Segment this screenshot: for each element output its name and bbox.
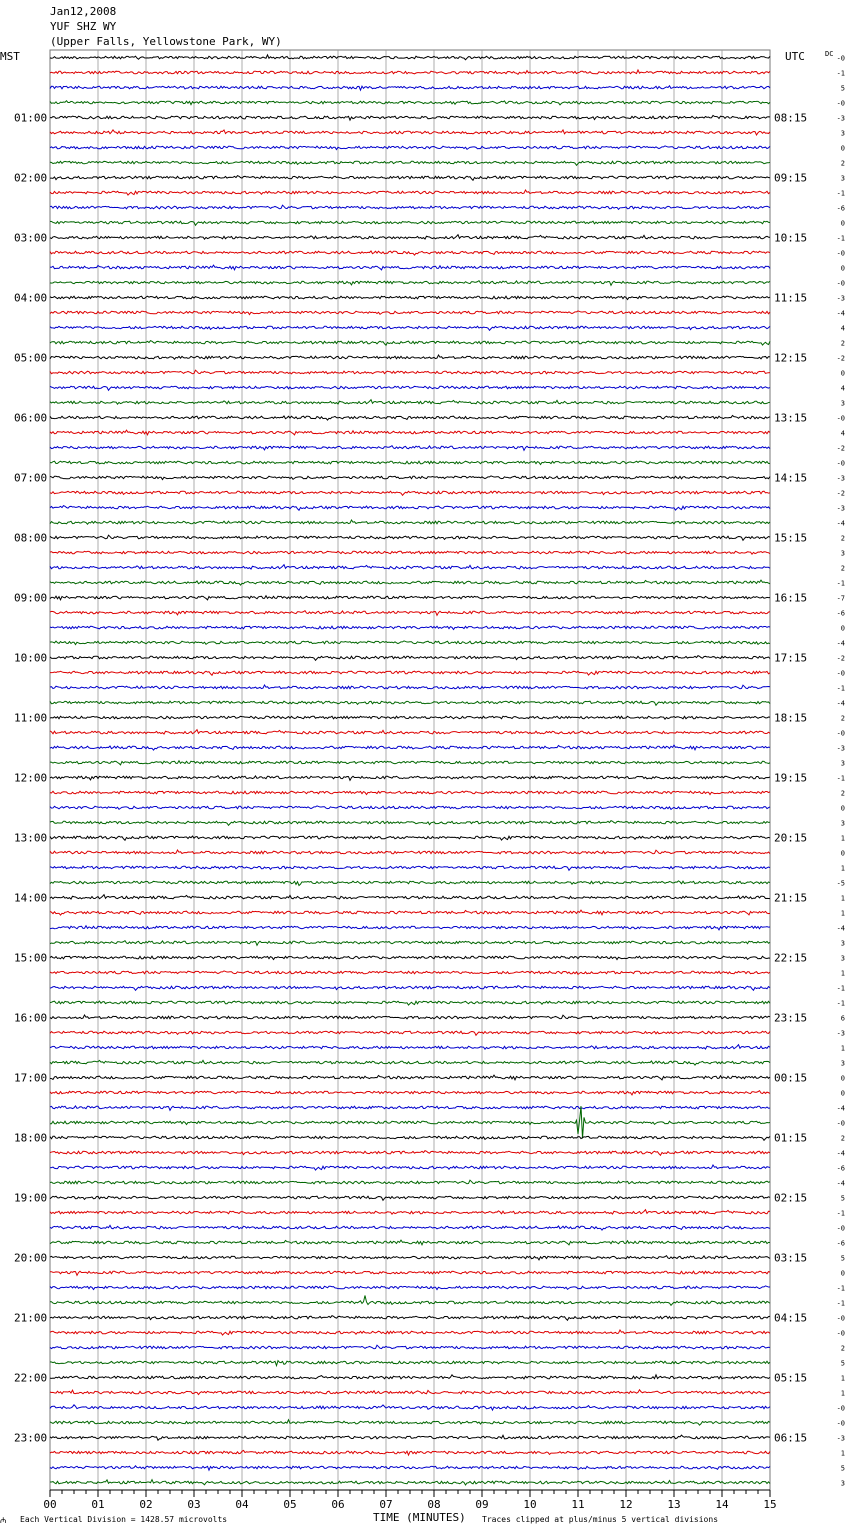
utc-hour-label: 22:15 (774, 951, 808, 965)
trace-line (50, 296, 770, 299)
dc-offset-label: -1 (836, 189, 845, 198)
dc-offset-label: 0 (840, 219, 845, 228)
trace-line (50, 1151, 770, 1156)
dc-offset-label: 0 (840, 1089, 845, 1098)
dc-offset-label: 3 (840, 174, 845, 183)
utc-hour-label: 06:15 (774, 1431, 808, 1445)
mst-hour-label: 23:00 (14, 1431, 48, 1445)
utc-hour-label: 12:15 (774, 351, 808, 365)
trace-line (50, 520, 770, 524)
trace-line (50, 115, 770, 120)
dc-offset-label: -3 (836, 474, 845, 483)
x-tick-label: 03 (187, 1498, 201, 1511)
dc-offset-label: 1 (840, 1044, 845, 1053)
trace-line (50, 1075, 770, 1080)
dc-offset-label: 2 (840, 714, 845, 723)
dc-offset-label: -4 (836, 519, 845, 528)
dc-offset-label: 2 (840, 1134, 845, 1143)
dc-offset-label: -1 (836, 984, 845, 993)
trace-line (50, 986, 770, 991)
utc-hour-label: 02:15 (774, 1191, 808, 1205)
trace-line (50, 716, 770, 719)
dc-offset-label: -0 (836, 1314, 845, 1323)
trace-line (50, 1390, 770, 1395)
dc-offset-label: 1 (840, 909, 845, 918)
trace-line (50, 611, 770, 616)
trace-line (50, 1480, 770, 1485)
trace-line (50, 821, 770, 826)
dc-offset-label: 5 (840, 1359, 845, 1368)
mst-hour-label: 09:00 (14, 591, 48, 605)
trace-line (50, 956, 770, 959)
dc-offset-label: -0 (836, 1419, 845, 1428)
x-tick-label: 05 (283, 1498, 297, 1511)
trace-line (50, 1015, 770, 1019)
trace-line (50, 400, 770, 404)
trace-line (50, 910, 770, 915)
x-axis-label: TIME (MINUTES) (373, 1511, 466, 1524)
trace-line (50, 1106, 770, 1110)
utc-hour-label: 23:15 (774, 1011, 808, 1025)
utc-hour-label: 08:15 (774, 111, 808, 125)
dc-offset-label: 2 (840, 789, 845, 798)
dc-offset-label: -0 (836, 414, 845, 423)
trace-line (50, 1180, 770, 1184)
trace-line (50, 1345, 770, 1349)
trace-line (50, 1435, 770, 1440)
dc-offset-label: 5 (840, 1194, 845, 1203)
mst-hour-label: 10:00 (14, 651, 48, 665)
dc-offset-label: 5 (840, 1254, 845, 1263)
mst-hour-label: 13:00 (14, 831, 48, 845)
trace-line (50, 850, 770, 854)
trace-line (50, 1210, 770, 1214)
dc-offset-label: 3 (840, 1479, 845, 1488)
dc-offset-label: -1 (836, 1209, 845, 1218)
dc-offset-label: -4 (836, 639, 845, 648)
dc-offset-label: -7 (836, 594, 845, 603)
dc-offset-label: 1 (840, 894, 845, 903)
dc-offset-label: -5 (836, 879, 845, 888)
trace-line (50, 926, 770, 930)
dc-offset-label: 5 (840, 1464, 845, 1473)
dc-offset-label: 3 (840, 1059, 845, 1068)
dc-offset-label: 3 (840, 129, 845, 138)
dc-offset-label: -4 (836, 699, 845, 708)
x-tick-label: 10 (523, 1498, 537, 1511)
mst-hour-label: 21:00 (14, 1311, 48, 1325)
x-tick-label: 14 (715, 1498, 729, 1511)
utc-hour-label: 19:15 (774, 771, 808, 785)
trace-line (50, 101, 770, 105)
trace-line (50, 641, 770, 645)
mst-hour-label: 06:00 (14, 411, 48, 425)
dc-offset-label: -3 (836, 744, 845, 753)
trace-line (50, 761, 770, 765)
trace-line (50, 1031, 770, 1035)
mst-hour-label: 01:00 (14, 111, 48, 125)
trace-line (50, 730, 770, 734)
utc-hour-label: 00:15 (774, 1071, 808, 1085)
trace-line (50, 565, 770, 569)
dc-offset-label: -3 (836, 1029, 845, 1038)
dc-offset-label: -2 (836, 489, 845, 498)
plot-date: Jan12,2008 (50, 5, 117, 18)
trace-line (50, 776, 770, 781)
utc-hour-label: 21:15 (774, 891, 808, 905)
mst-hour-label: 05:00 (14, 351, 48, 365)
dc-offset-label: -2 (836, 354, 845, 363)
trace-line (50, 55, 770, 60)
trace-line (50, 221, 770, 225)
mst-hour-label: 12:00 (14, 771, 48, 785)
trace-line (50, 1196, 770, 1200)
dc-offset-label: 3 (840, 819, 845, 828)
trace-line (50, 551, 770, 554)
mst-hour-label: 16:00 (14, 1011, 48, 1025)
utc-hour-label: 04:15 (774, 1311, 808, 1325)
dc-offset-label: 0 (840, 1269, 845, 1278)
dc-offset-label: -0 (836, 1329, 845, 1338)
dc-offset-label: -6 (836, 1164, 845, 1173)
trace-line (50, 791, 770, 794)
trace-line (50, 130, 770, 135)
dc-offset-label: -1 (836, 234, 845, 243)
dc-offset-label: 2 (840, 1344, 845, 1353)
mst-hour-label: 07:00 (14, 471, 48, 485)
x-tick-label: 09 (475, 1498, 489, 1511)
dc-offset-label: -0 (836, 99, 845, 108)
trace-line (50, 1240, 770, 1245)
dc-offset-label: 1 (840, 834, 845, 843)
trace-line (50, 580, 770, 585)
trace-line (50, 476, 770, 480)
dc-offset-label: 4 (840, 324, 845, 333)
trace-line (50, 146, 770, 150)
corner-mark: ₼ (0, 1516, 7, 1525)
trace-line (50, 1091, 770, 1095)
mst-label: MST (0, 50, 20, 63)
trace-line (50, 86, 770, 90)
trace-line (50, 1420, 770, 1425)
dc-offset-label: -4 (836, 1149, 845, 1158)
x-tick-label: 13 (667, 1498, 681, 1511)
dc-offset-label: 0 (840, 849, 845, 858)
mst-hour-label: 14:00 (14, 891, 48, 905)
trace-line (50, 881, 770, 886)
trace-line (50, 1045, 770, 1049)
utc-hour-label: 03:15 (774, 1251, 808, 1265)
trace-line (50, 866, 770, 870)
trace-line (50, 1136, 770, 1140)
trace-line (50, 1225, 770, 1230)
utc-hour-label: 18:15 (774, 711, 808, 725)
dc-offset-label: 0 (840, 264, 845, 273)
utc-hour-label: 10:15 (774, 231, 808, 245)
utc-hour-label: 14:15 (774, 471, 808, 485)
dc-offset-label: 6 (840, 1014, 845, 1023)
utc-label: UTC (785, 50, 805, 63)
trace-line (50, 311, 770, 315)
dc-offset-label: 1 (840, 969, 845, 978)
utc-hour-label: 17:15 (774, 651, 808, 665)
dc-offset-label: -3 (836, 504, 845, 513)
station-code: YUF SHZ WY (50, 20, 117, 33)
dc-offset-label: -4 (836, 924, 845, 933)
x-tick-label: 12 (619, 1498, 633, 1511)
trace-line (50, 326, 770, 330)
x-tick-label: 08 (427, 1498, 441, 1511)
x-tick-label: 00 (43, 1498, 57, 1511)
trace-line (50, 1001, 770, 1005)
dc-offset-label: 4 (840, 429, 845, 438)
utc-hour-label: 05:15 (774, 1371, 808, 1385)
mst-hour-label: 03:00 (14, 231, 48, 245)
trace-line (50, 415, 770, 420)
trace-line (50, 806, 770, 809)
dc-offset-label: -0 (836, 279, 845, 288)
trace-line (50, 341, 770, 346)
trace-line (50, 1060, 770, 1065)
dc-offset-label: 1 (840, 864, 845, 873)
trace-line (50, 1375, 770, 1379)
mst-hour-label: 15:00 (14, 951, 48, 965)
dc-offset-label: -0 (836, 54, 845, 63)
dc-label: DC (825, 50, 834, 58)
trace-line (50, 1316, 770, 1321)
dc-offset-label: 3 (840, 954, 845, 963)
dc-offset-label: -1 (836, 684, 845, 693)
utc-hour-label: 11:15 (774, 291, 808, 305)
x-tick-label: 06 (331, 1498, 345, 1511)
dc-offset-label: -4 (836, 1104, 845, 1113)
seismic-traces (50, 55, 770, 1485)
dc-offset-label: -3 (836, 294, 845, 303)
x-tick-label: 11 (571, 1498, 585, 1511)
mst-hour-label: 02:00 (14, 171, 48, 185)
dc-offset-label: -1 (836, 999, 845, 1008)
trace-line (50, 430, 770, 435)
x-tick-label: 15 (763, 1498, 777, 1511)
mst-hour-label: 11:00 (14, 711, 48, 725)
trace-line (50, 941, 770, 946)
dc-offset-label: 2 (840, 159, 845, 168)
dc-offset-label: 2 (840, 339, 845, 348)
dc-offset-label: 4 (840, 384, 845, 393)
scale-note: Each Vertical Division = 1428.57 microvolts (20, 1515, 228, 1524)
dc-offset-label: -3 (836, 1434, 845, 1443)
dc-offset-label: 1 (840, 1374, 845, 1383)
trace-line (50, 1286, 770, 1290)
trace-line (50, 491, 770, 495)
trace-line (50, 626, 770, 629)
dc-offset-label: -0 (836, 729, 845, 738)
trace-line (50, 1466, 770, 1470)
utc-hour-label: 01:15 (774, 1131, 808, 1145)
dc-offset-label: 1 (840, 1389, 845, 1398)
dc-offset-label: 0 (840, 144, 845, 153)
dc-offset-label: -6 (836, 609, 845, 618)
mst-hour-label: 17:00 (14, 1071, 48, 1085)
mst-hour-label: 18:00 (14, 1131, 48, 1145)
x-tick-label: 01 (91, 1498, 105, 1511)
trace-line (50, 506, 770, 511)
mst-hour-label: 19:00 (14, 1191, 48, 1205)
trace-line (50, 70, 770, 74)
time-axis (43, 1490, 776, 1511)
trace-line (50, 685, 770, 689)
dc-offset-label: 0 (840, 369, 845, 378)
dc-offset-label: 3 (840, 759, 845, 768)
trace-line (50, 701, 770, 705)
trace-line (50, 461, 770, 464)
trace-line (50, 656, 770, 661)
dc-offset-label: -4 (836, 1179, 845, 1188)
dc-offset-label: 0 (840, 804, 845, 813)
trace-line (50, 596, 770, 600)
dc-offset-label: -2 (836, 654, 845, 663)
trace-line (50, 1361, 770, 1366)
trace-line (50, 355, 770, 359)
dc-offset-label: -1 (836, 774, 845, 783)
x-tick-label: 04 (235, 1498, 249, 1511)
utc-hour-label: 20:15 (774, 831, 808, 845)
dc-offset-label: 5 (840, 84, 845, 93)
trace-line (50, 251, 770, 255)
trace-line (50, 190, 770, 195)
dc-offset-label: -4 (836, 309, 845, 318)
mst-hour-label: 22:00 (14, 1371, 48, 1385)
dc-offset-label: -1 (836, 579, 845, 588)
x-tick-label: 07 (379, 1498, 393, 1511)
dc-offset-label: 2 (840, 534, 845, 543)
station-location: (Upper Falls, Yellowstone Park, WY) (50, 35, 282, 48)
utc-hour-label: 15:15 (774, 531, 808, 545)
dc-offset-label: 3 (840, 399, 845, 408)
trace-line (50, 1296, 770, 1306)
trace-line (50, 1405, 770, 1410)
utc-hour-label: 09:15 (774, 171, 808, 185)
trace-line (50, 176, 770, 181)
mst-hour-label: 08:00 (14, 531, 48, 545)
dc-offset-label: -1 (836, 1299, 845, 1308)
trace-line (50, 386, 770, 390)
trace-line (50, 895, 770, 899)
dc-offset-label: -6 (836, 1239, 845, 1248)
trace-line (50, 281, 770, 286)
trace-line (50, 971, 770, 974)
dc-offset-label: -0 (836, 249, 845, 258)
dc-offset-label: -3 (836, 114, 845, 123)
utc-hour-label: 16:15 (774, 591, 808, 605)
utc-hour-label: 13:15 (774, 411, 808, 425)
trace-line (50, 235, 770, 239)
trace-line (50, 1256, 770, 1260)
dc-offset-label: -6 (836, 204, 845, 213)
trace-line (50, 535, 770, 540)
trace-line (50, 265, 770, 270)
dc-offset-label: -0 (836, 1404, 845, 1413)
trace-line (50, 1330, 770, 1335)
trace-line (50, 1165, 770, 1170)
trace-line (50, 1450, 770, 1455)
clip-note: Traces clipped at plus/minus 5 vertical divisions (482, 1515, 719, 1524)
trace-line (50, 1271, 770, 1275)
trace-line (50, 671, 770, 675)
trace-line (50, 745, 770, 750)
x-tick-label: 02 (139, 1498, 153, 1511)
dc-offset-label: 2 (840, 564, 845, 573)
dc-offset-label: -0 (836, 669, 845, 678)
dc-offset-label: 0 (840, 624, 845, 633)
trace-line (50, 446, 770, 451)
mst-hour-label: 20:00 (14, 1251, 48, 1265)
dc-offset-label: 1 (840, 1449, 845, 1458)
dc-offset-label: -0 (836, 1119, 845, 1128)
trace-line (50, 370, 770, 374)
dc-offset-label: -2 (836, 444, 845, 453)
dc-offset-label: -0 (836, 1224, 845, 1233)
trace-line (50, 1106, 770, 1138)
dc-offset-label: 3 (840, 939, 845, 948)
dc-offset-label: 0 (840, 1074, 845, 1083)
dc-offset-label: -1 (836, 1284, 845, 1293)
trace-line (50, 205, 770, 209)
mst-hour-label: 04:00 (14, 291, 48, 305)
trace-line (50, 836, 770, 840)
dc-offset-label: -0 (836, 459, 845, 468)
dc-offset-label: -1 (836, 69, 845, 78)
trace-line (50, 161, 770, 165)
dc-offset-label: 3 (840, 549, 845, 558)
